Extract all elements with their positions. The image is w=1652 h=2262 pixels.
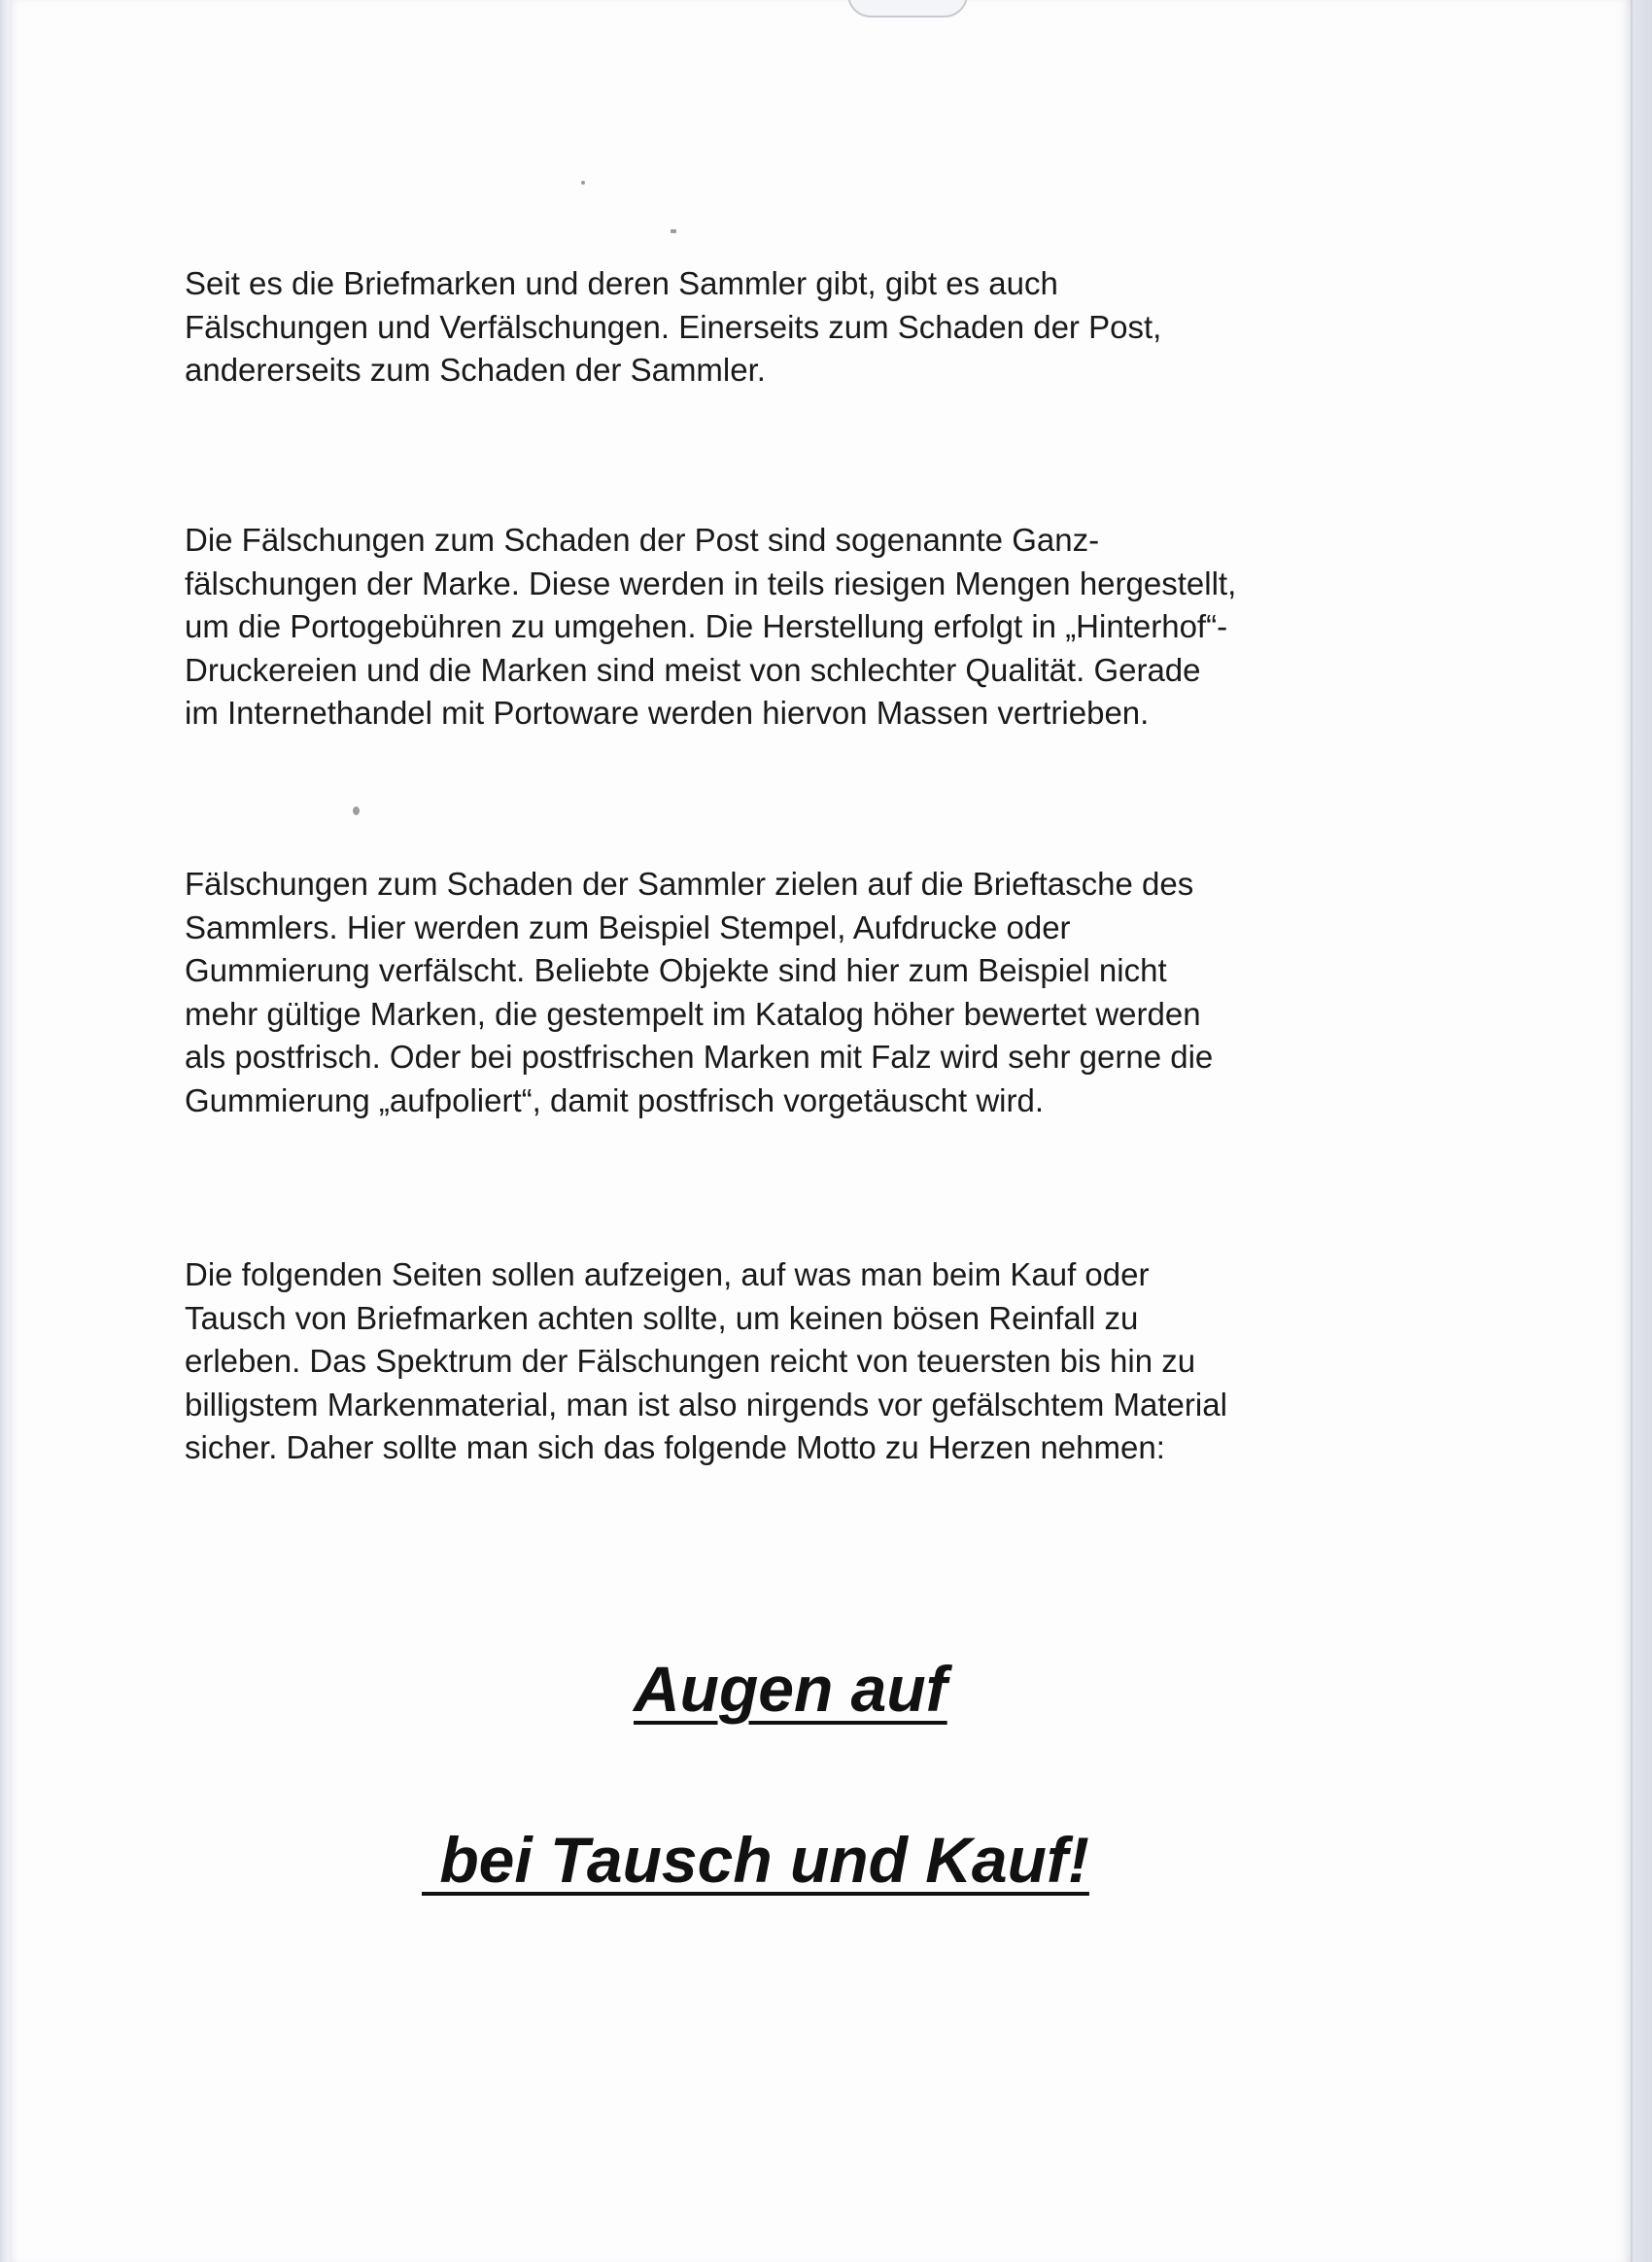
motto-line-2: bei Tausch und Kauf! — [422, 1824, 1089, 1896]
paragraph-intro: Seit es die Briefmarken und deren Sammler gibt, gibt es auch Fälschungen und Verfälschungen. Einerseits zum Schaden der Post, andererseits zum Schaden der Sammler. — [185, 265, 1162, 388]
paragraph-post-forgeries: Die Fälschungen zum Schaden der Post sind sogenannte Ganz- fälschungen der Marke. Diese werden in teils riesigen Mengen hergestellt, um die Portogebühren zu umgehen. Die Herstellung erfolgt in „Hinterhof“- Druckereien und die Marken sind meist von schlechter Qualität. Gerade im Internethandel mit Portoware werden hiervon Massen vertrieben. — [185, 522, 1237, 731]
dust-speck — [671, 229, 676, 233]
punch-notch — [847, 0, 968, 17]
dust-speck — [581, 181, 585, 185]
paragraph-motto-intro: Die folgenden Seiten sollen aufzeigen, auf was man beim Kauf oder Tausch von Briefmarken achten sollte, um keinen bösen Reinfall zu erleben. Das Spektrum der Fälschungen reicht von teuersten bis hin zu billigstem Markenmaterial, man ist also nirgends vor gefälschtem Material sicher. Daher sollte man sich das folgende Motto zu Herzen nehmen: — [185, 1256, 1227, 1465]
paragraph-collector-forgeries: Fälschungen zum Schaden der Sammler zielen auf die Brieftasche des Sammlers. Hier werden zum Beispiel Stempel, Aufdrucke oder Gummierung verfälscht. Beliebte Objekte sind hier zum Beispiel nicht mehr gültige Marken, die gestempelt im Katalog höher bewertet werden als postfrisch. Oder bei postfrischen Marken mit Falz wird sehr gerne die Gummierung „aufpoliert“, damit postfrisch vorgetäuscht wird. — [185, 866, 1214, 1118]
document-page — [10, 0, 1633, 2262]
motto-line-1: Augen auf — [634, 1653, 947, 1725]
dust-speck — [353, 806, 360, 815]
